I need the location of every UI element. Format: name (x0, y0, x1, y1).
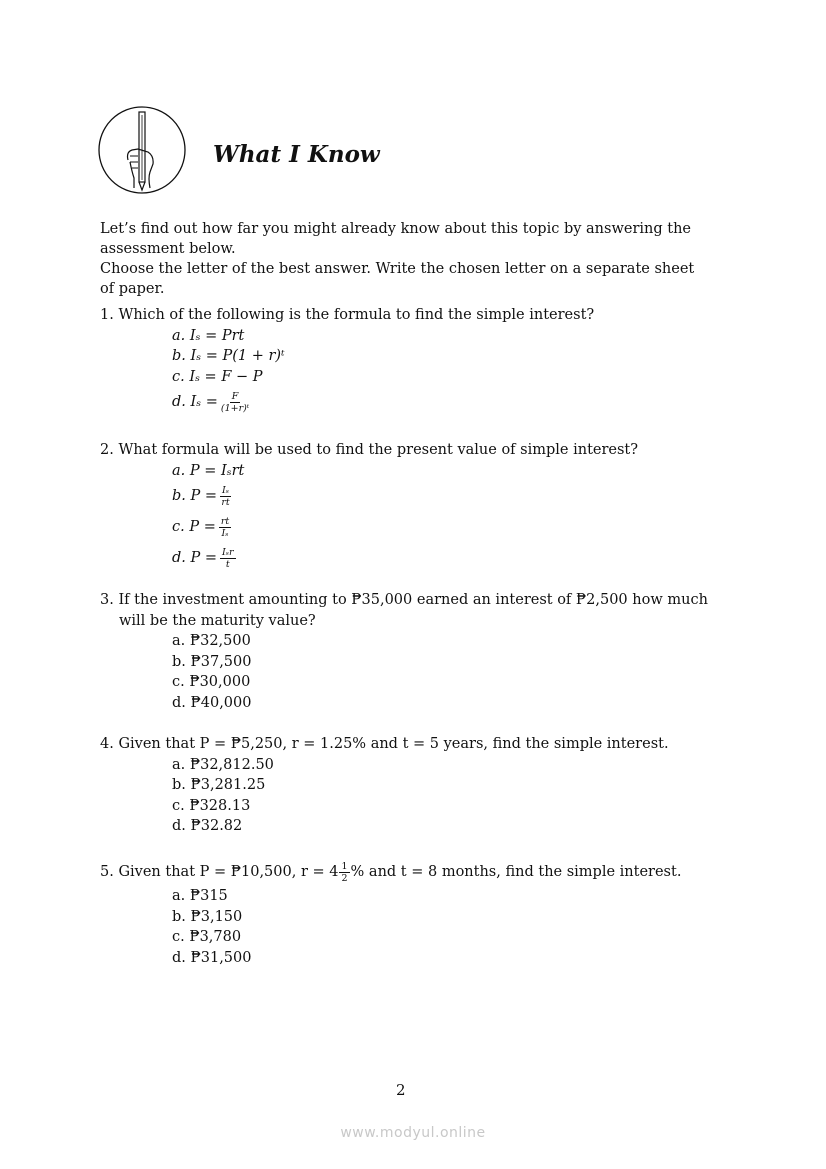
numerator: F (231, 391, 239, 402)
fraction (339, 861, 349, 884)
section-title: What I Know (213, 141, 380, 168)
option-label: c. P = (172, 519, 216, 536)
option-a: a. ₱315 (172, 888, 228, 904)
question-5 (100, 858, 710, 968)
question-4 (100, 734, 710, 837)
question-2 (100, 440, 710, 574)
option-label: d. Iₛ = (172, 394, 218, 411)
option-c (172, 512, 710, 543)
option-d: d. ₱31,500 (172, 949, 252, 966)
question-text-part: % and t = 8 months, find the simple interest. (350, 863, 682, 880)
denominator: t (225, 559, 230, 570)
option-c: c. ₱30,000 (172, 674, 251, 690)
question-text: 2. What formula will be used to find the present value of simple interest? (100, 442, 639, 458)
option-a: a. ₱32,500 (172, 633, 251, 649)
denominator: 2 (341, 872, 348, 884)
option-c: c. ₱3,780 (172, 929, 242, 945)
question-text: 1. Which of the following is the formula to find the simple interest? (100, 307, 595, 323)
option-b: b. ₱3,281.25 (172, 777, 266, 793)
fraction (221, 391, 249, 414)
question-text: 3. If the investment amounting to ₱35,000 earned an interest of ₱2,500 how much will be the maturity value? (100, 592, 708, 629)
option-d: d. ₱40,000 (172, 694, 252, 711)
question-3 (100, 590, 710, 713)
hand-holding-pencil-icon (98, 106, 186, 194)
option-d (172, 543, 710, 574)
question-text: 4. Given that P = ₱5,250, r = 1.25% and t = 5 years, find the simple interest. (100, 736, 669, 752)
option-b: b. ₱3,150 (172, 908, 243, 925)
fraction (220, 485, 231, 508)
option-a: a. ₱32,812.50 (172, 756, 274, 773)
option-b: b. Iₛ = P(1 + r)ᵗ (172, 348, 285, 364)
option-a: a. P = Iₛrt (172, 462, 245, 479)
question-text-part: 5. Given that P = ₱10,500, r = 4 (100, 863, 339, 880)
option-c: c. Iₛ = F − P (172, 368, 263, 385)
intro-text (100, 219, 710, 299)
numerator: 1 (341, 860, 348, 872)
denominator: Iₛ (221, 528, 229, 539)
option-label: b. P = (172, 488, 218, 505)
numerator: Iₛ (222, 485, 229, 496)
page-number: 2 (396, 1081, 406, 1099)
option-c: c. ₱328.13 (172, 797, 251, 814)
numerator: Iₛr (222, 547, 234, 558)
option-label: d. P = (172, 550, 218, 567)
fraction (220, 547, 236, 570)
denominator: (1+r)ᵗ (220, 403, 250, 414)
instructions: Choose the letter of the best answer. Write the chosen letter on a separate sheet of paper. (100, 261, 695, 297)
numerator: rt (220, 516, 230, 527)
question-text (100, 858, 710, 886)
option-b (172, 481, 710, 512)
denominator: rt (221, 497, 230, 508)
fraction (219, 516, 231, 539)
intro-paragraph: Let’s find out how far you might already know about this topic by answering the assessment below. (100, 221, 691, 257)
watermark: www.modyul.online (340, 1125, 486, 1141)
question-1 (100, 305, 710, 418)
option-a: a. Iₛ = Prt (172, 327, 245, 344)
option-d: d. ₱32.82 (172, 818, 243, 834)
option-b: b. ₱37,500 (172, 653, 252, 670)
option-d (172, 387, 710, 418)
